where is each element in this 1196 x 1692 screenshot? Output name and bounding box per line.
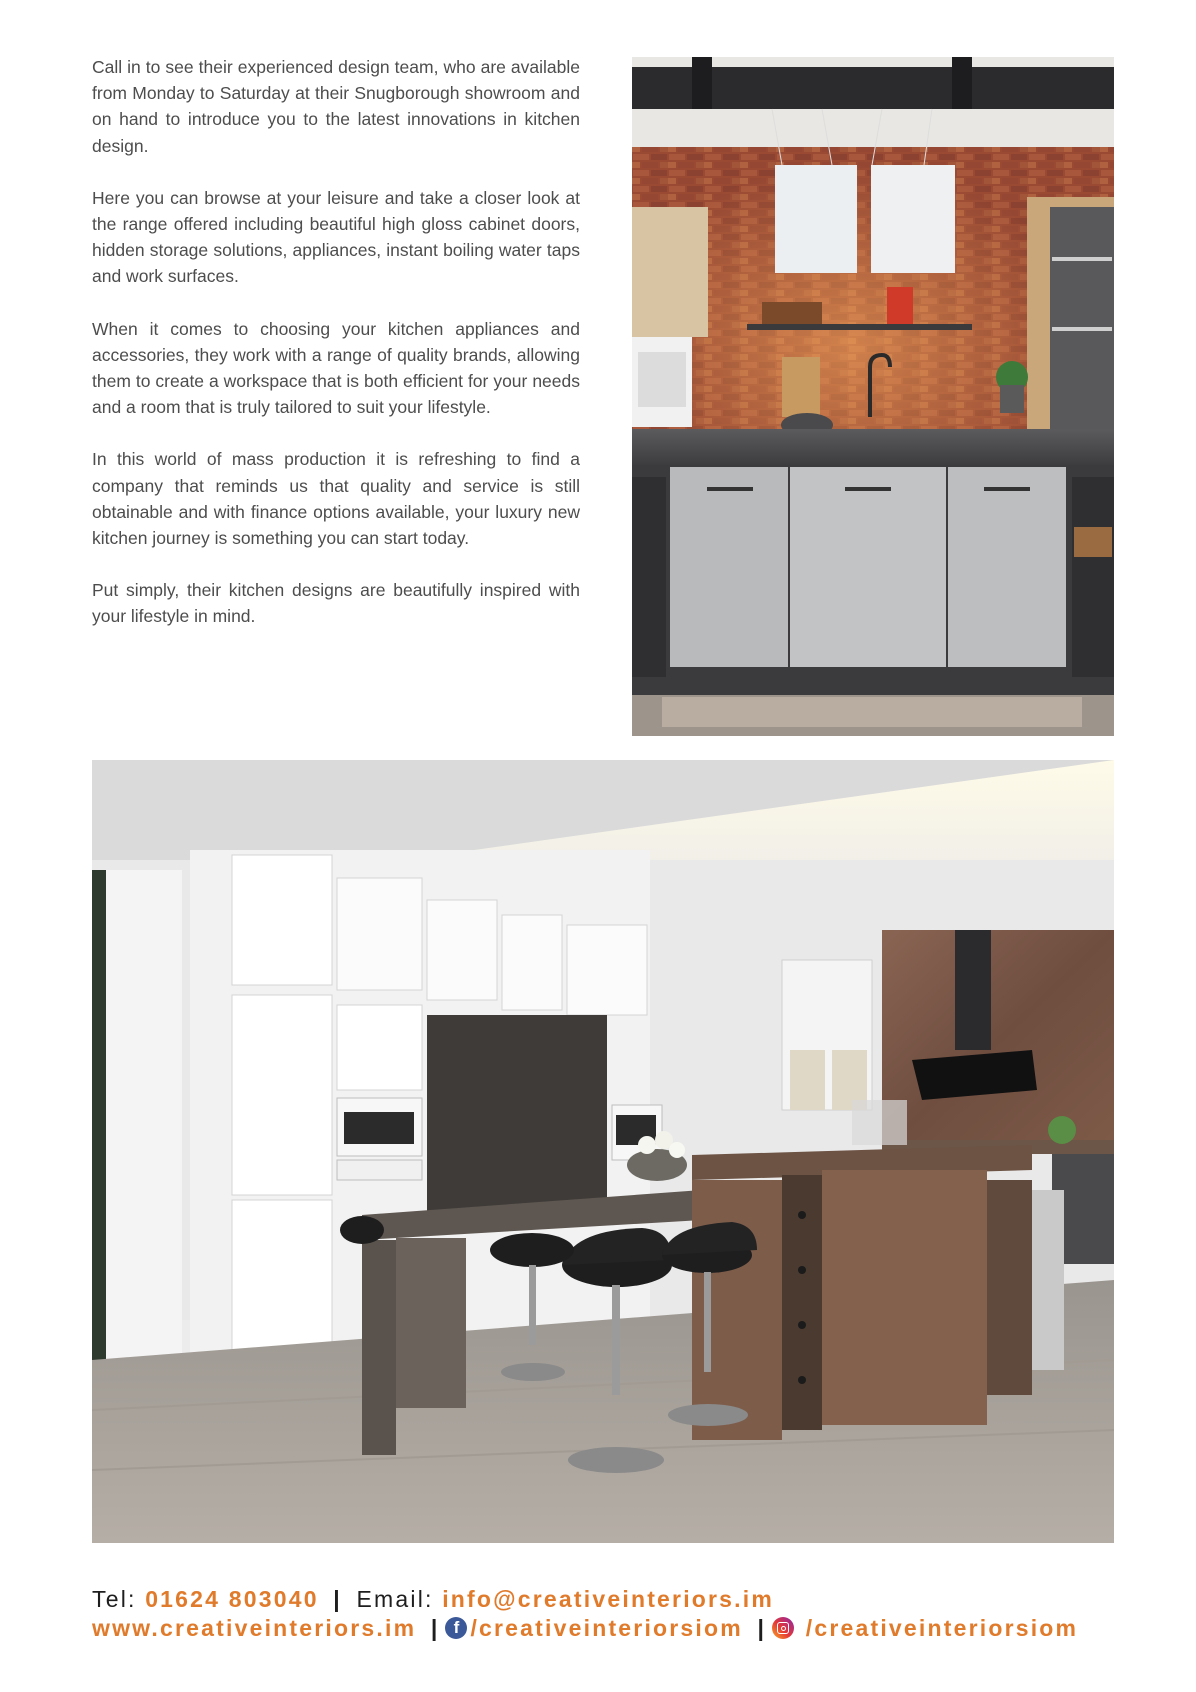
email-link[interactable]: info@creativeinteriors.im — [442, 1586, 775, 1612]
article-text — [92, 54, 580, 656]
instagram-link[interactable]: /creativeinteriorsiom — [797, 1615, 1079, 1641]
paragraph-3: When it comes to choosing your kitchen appliances and accessories, they work with a range of quality brands, allowing them to create a workspace that is both efficient for your needs and a room that is truly tailored to suit your lifestyle. — [92, 318, 580, 418]
email-label: Email: — [347, 1586, 443, 1612]
facebook-icon[interactable] — [445, 1617, 467, 1639]
divider: | — [757, 1615, 767, 1641]
paragraph-2: Here you can browse at your leisure and take a closer look at the range offered including beautiful high gloss cabinet doors, hidden storage solutions, appliances, instant boiling water taps and work surfaces. — [92, 187, 580, 287]
divider: | — [430, 1615, 440, 1641]
tel-label: Tel: — [92, 1586, 146, 1612]
footer-line-1 — [92, 1585, 1122, 1614]
kitchen-photo-brick-wall — [632, 57, 1114, 736]
divider: | — [333, 1586, 342, 1612]
paragraph-4: In this world of mass production it is refreshing to find a company that reminds us that quality and service is still obtainable and with finance options available, your luxury new kitchen journey is something you can start today. — [92, 449, 580, 549]
facebook-link[interactable]: /creativeinteriorsiom — [470, 1615, 743, 1641]
kitchen-photo-island-illustration — [92, 760, 1114, 1543]
paragraph-1: Call in to see their experienced design team, who are available from Monday to Saturday at their Snugborough showroom and on hand to introduce you to the latest innovations in kitchen design. — [92, 57, 580, 156]
website-link[interactable]: www.creativeinteriors.im — [92, 1615, 417, 1641]
tel-number-link[interactable]: 01624 803040 — [145, 1586, 319, 1612]
contact-footer — [92, 1585, 1122, 1643]
paragraph-5: Put simply, their kitchen designs are beautifully inspired with your lifestyle in mind. — [92, 580, 580, 627]
kitchen-photo-brick-wall-illustration — [632, 57, 1114, 736]
kitchen-photo-island — [92, 760, 1114, 1543]
footer-line-2 — [92, 1614, 1122, 1643]
instagram-icon[interactable] — [772, 1617, 794, 1639]
